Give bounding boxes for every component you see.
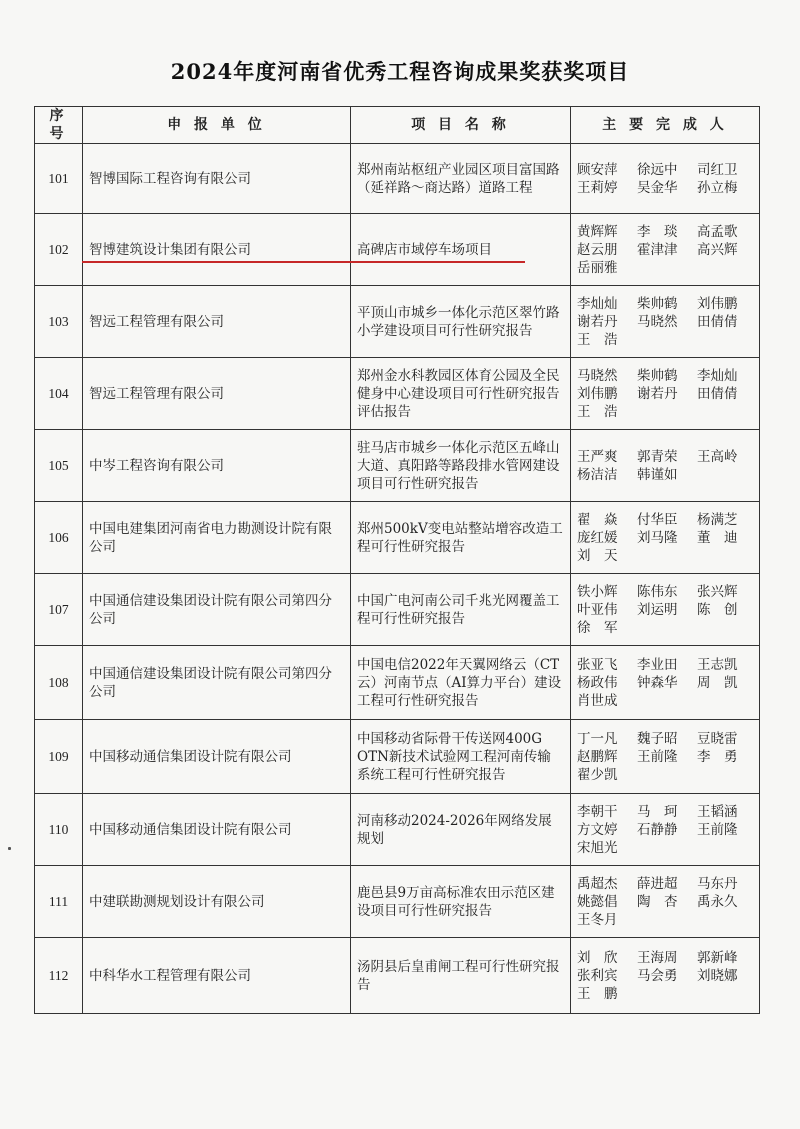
contributors-grid: [577, 656, 753, 710]
main-contributors: [571, 866, 760, 938]
main-contributors: [571, 358, 760, 430]
awards-table: [34, 106, 760, 1014]
contributor-name: 禹永久: [697, 893, 738, 910]
contributor-name: 陈 创: [697, 601, 738, 618]
contributor-name: 禹超杰: [577, 875, 618, 892]
contributor-name: 陈伟东: [637, 583, 678, 600]
contributor-name: 司红卫: [697, 161, 738, 178]
contributor-name: 岳丽雅: [577, 259, 618, 276]
contributor-name: 王韬涵: [697, 803, 738, 820]
contributors-grid: [577, 583, 753, 637]
contributor-name: 马 珂: [637, 803, 678, 820]
applicant-unit: 智博建筑设计集团有限公司: [83, 214, 351, 286]
header-no: 序号: [35, 107, 83, 144]
contributor-name: 郭青荣: [637, 448, 678, 465]
applicant-unit: 智远工程管理有限公司: [83, 286, 351, 358]
contributor-name: 刘 欣: [577, 949, 618, 966]
contributor-name: 王 浩: [577, 403, 618, 420]
table-body: [35, 144, 760, 1014]
contributor-name: 肖世成: [577, 692, 618, 709]
contributor-name: 李朝干: [577, 803, 618, 820]
contributor-name: 黄辉辉: [577, 223, 618, 240]
contributor-name: 刘运明: [637, 601, 678, 618]
contributor-name: 刘 天: [577, 547, 618, 564]
contributor-name: 张亚飞: [577, 656, 618, 673]
contributor-name: 王前隆: [637, 748, 678, 765]
page-title: 2024年度河南省优秀工程咨询成果奖获奖项目: [170, 59, 630, 84]
contributor-name: 马晓然: [637, 313, 678, 330]
contributor-name: 李 琰: [637, 223, 678, 240]
project-name: 郑州500kV变电站整站增容改造工程可行性研究报告: [351, 502, 571, 574]
contributor-name: 杨满芝: [697, 511, 738, 528]
contributors-grid: [577, 367, 753, 421]
contributor-name: 张利宾: [577, 967, 618, 984]
table-row: [35, 144, 760, 214]
row-number: 102: [35, 214, 83, 286]
contributor-name: 翟少凯: [577, 766, 618, 783]
table-row: [35, 938, 760, 1014]
row-number: 109: [35, 720, 83, 794]
applicant-unit: 中国移动通信集团设计院有限公司: [83, 794, 351, 866]
main-contributors: [571, 144, 760, 214]
main-contributors: [571, 430, 760, 502]
table-row: [35, 720, 760, 794]
contributor-name: 王严爽: [577, 448, 618, 465]
contributor-name: 李灿灿: [697, 367, 738, 384]
contributor-name: 李 勇: [697, 748, 738, 765]
project-name: 中国移动省际骨干传送网400G OTN新技术试验网工程河南传输系统工程可行性研究报告: [351, 720, 571, 794]
contributor-name: 王海周: [637, 949, 678, 966]
contributor-name: 杨政伟: [577, 674, 618, 691]
scan-mark: [8, 847, 11, 850]
row-number: 104: [35, 358, 83, 430]
project-name: 平顶山市城乡一体化示范区翠竹路小学建设项目可行性研究报告: [351, 286, 571, 358]
contributors-grid: [577, 161, 753, 197]
contributor-name: 庞红媛: [577, 529, 618, 546]
contributor-name: 杨洁洁: [577, 466, 618, 483]
contributor-name: 李业田: [637, 656, 678, 673]
contributor-name: 王 鹏: [577, 985, 618, 1002]
contributor-name: 翟 焱: [577, 511, 618, 528]
contributor-name: 石静静: [637, 821, 678, 838]
contributor-name: 吴金华: [637, 179, 678, 196]
project-name: 郑州金水科教园区体育公园及全民健身中心建设项目可行性研究报告评估报告: [351, 358, 571, 430]
table-row: [35, 866, 760, 938]
contributor-name: 宋旭光: [577, 839, 618, 856]
contributor-name: 付华臣: [637, 511, 678, 528]
project-name: 高碑店市域停车场项目: [351, 214, 571, 286]
contributor-name: 霍津津: [637, 241, 678, 258]
contributors-grid: [577, 949, 753, 1003]
row-number: 108: [35, 646, 83, 720]
applicant-unit: 智博国际工程咨询有限公司: [83, 144, 351, 214]
main-contributors: [571, 794, 760, 866]
table-row: [35, 430, 760, 502]
project-name: 郑州南站枢纽产业园区项目富国路（延祥路～商达路）道路工程: [351, 144, 571, 214]
applicant-unit: 智远工程管理有限公司: [83, 358, 351, 430]
contributor-name: 刘伟鹏: [577, 385, 618, 402]
table-row: [35, 502, 760, 574]
contributors-grid: [577, 448, 753, 484]
contributor-name: 董 迪: [697, 529, 738, 546]
row-number: 106: [35, 502, 83, 574]
contributor-name: 高兴辉: [697, 241, 738, 258]
row-number: 110: [35, 794, 83, 866]
project-name: 河南移动2024-2026年网络发展规划: [351, 794, 571, 866]
table-row: [35, 574, 760, 646]
contributor-name: 刘晓娜: [697, 967, 738, 984]
table-row: [35, 794, 760, 866]
applicant-unit: 中建联勘测规划设计有限公司: [83, 866, 351, 938]
header-project: 项 目 名 称: [351, 107, 571, 144]
contributor-name: 柴帅鹤: [637, 295, 678, 312]
contributor-name: 孙立梅: [697, 179, 738, 196]
contributor-name: 王前隆: [697, 821, 738, 838]
contributor-name: 钟森华: [637, 674, 678, 691]
applicant-unit: 中科华水工程管理有限公司: [83, 938, 351, 1014]
main-contributors: [571, 502, 760, 574]
contributor-name: 薛进超: [637, 875, 678, 892]
project-name: 鹿邑县9万亩高标准农田示范区建设项目可行性研究报告: [351, 866, 571, 938]
contributor-name: 谢若丹: [577, 313, 618, 330]
main-contributors: [571, 286, 760, 358]
project-name: 驻马店市城乡一体化示范区五峰山大道、真阳路等路段排水管网建设项目可行性研究报告: [351, 430, 571, 502]
contributor-name: 刘马隆: [637, 529, 678, 546]
applicant-unit: 中国通信建设集团设计院有限公司第四分公司: [83, 646, 351, 720]
applicant-unit: 中国电建集团河南省电力勘测设计院有限公司: [83, 502, 351, 574]
contributor-name: 铁小辉: [577, 583, 618, 600]
contributor-name: 王冬月: [577, 911, 618, 928]
contributor-name: 赵云朋: [577, 241, 618, 258]
contributor-name: 陶 杏: [637, 893, 678, 910]
table-row: [35, 646, 760, 720]
contributor-name: 方文婷: [577, 821, 618, 838]
red-highlight-underline: [82, 261, 525, 263]
contributor-name: 顾安萍: [577, 161, 618, 178]
row-number: 101: [35, 144, 83, 214]
contributor-name: 王 浩: [577, 331, 618, 348]
contributor-name: 郭新峰: [697, 949, 738, 966]
contributor-name: 徐 军: [577, 619, 618, 636]
contributors-grid: [577, 511, 753, 565]
table-header-row: [35, 107, 760, 144]
contributor-name: 高孟歌: [697, 223, 738, 240]
contributors-grid: [577, 295, 753, 349]
row-number: 111: [35, 866, 83, 938]
contributor-name: 赵鹏辉: [577, 748, 618, 765]
contributor-name: 柴帅鹤: [637, 367, 678, 384]
table-row: [35, 286, 760, 358]
contributor-name: 李灿灿: [577, 295, 618, 312]
main-contributors: [571, 938, 760, 1014]
main-contributors: [571, 646, 760, 720]
row-number: 107: [35, 574, 83, 646]
applicant-unit: 中国移动通信集团设计院有限公司: [83, 720, 351, 794]
header-people: 主 要 完 成 人: [571, 107, 760, 144]
table-row: [35, 214, 760, 286]
contributor-name: 魏子昭: [637, 730, 678, 747]
applicant-unit: 中岑工程咨询有限公司: [83, 430, 351, 502]
header-unit: 申 报 单 位: [83, 107, 351, 144]
main-contributors: [571, 214, 760, 286]
contributor-name: 马晓然: [577, 367, 618, 384]
contributors-grid: [577, 730, 753, 784]
project-name: 汤阴县后皇甫闸工程可行性研究报告: [351, 938, 571, 1014]
contributor-name: 叶亚伟: [577, 601, 618, 618]
contributors-grid: [577, 803, 753, 857]
contributors-grid: [577, 223, 753, 277]
table-row: [35, 358, 760, 430]
contributor-name: 韩谨如: [637, 466, 678, 483]
row-number: 103: [35, 286, 83, 358]
contributor-name: 周 凯: [697, 674, 738, 691]
applicant-unit: 中国通信建设集团设计院有限公司第四分公司: [83, 574, 351, 646]
contributor-name: 王高岭: [697, 448, 738, 465]
row-number: 105: [35, 430, 83, 502]
contributor-name: 马会勇: [637, 967, 678, 984]
contributor-name: 徐远中: [637, 161, 678, 178]
contributor-name: 丁一凡: [577, 730, 618, 747]
contributor-name: 张兴辉: [697, 583, 738, 600]
main-contributors: [571, 720, 760, 794]
contributor-name: 马东丹: [697, 875, 738, 892]
project-name: 中国电信2022年天翼网络云（CT云）河南节点（AI算力平台）建设工程可行性研究报告: [351, 646, 571, 720]
contributor-name: 姚懿倡: [577, 893, 618, 910]
contributor-name: 王莉婷: [577, 179, 618, 196]
contributor-name: 谢若丹: [637, 385, 678, 402]
contributor-name: 王志凯: [697, 656, 738, 673]
row-number: 112: [35, 938, 83, 1014]
main-contributors: [571, 574, 760, 646]
contributor-name: 刘伟鹏: [697, 295, 738, 312]
project-name: 中国广电河南公司千兆光网覆盖工程可行性研究报告: [351, 574, 571, 646]
contributors-grid: [577, 875, 753, 929]
contributor-name: 田倩倩: [697, 313, 738, 330]
contributor-name: 豆晓雷: [697, 730, 738, 747]
contributor-name: 田倩倩: [697, 385, 738, 402]
